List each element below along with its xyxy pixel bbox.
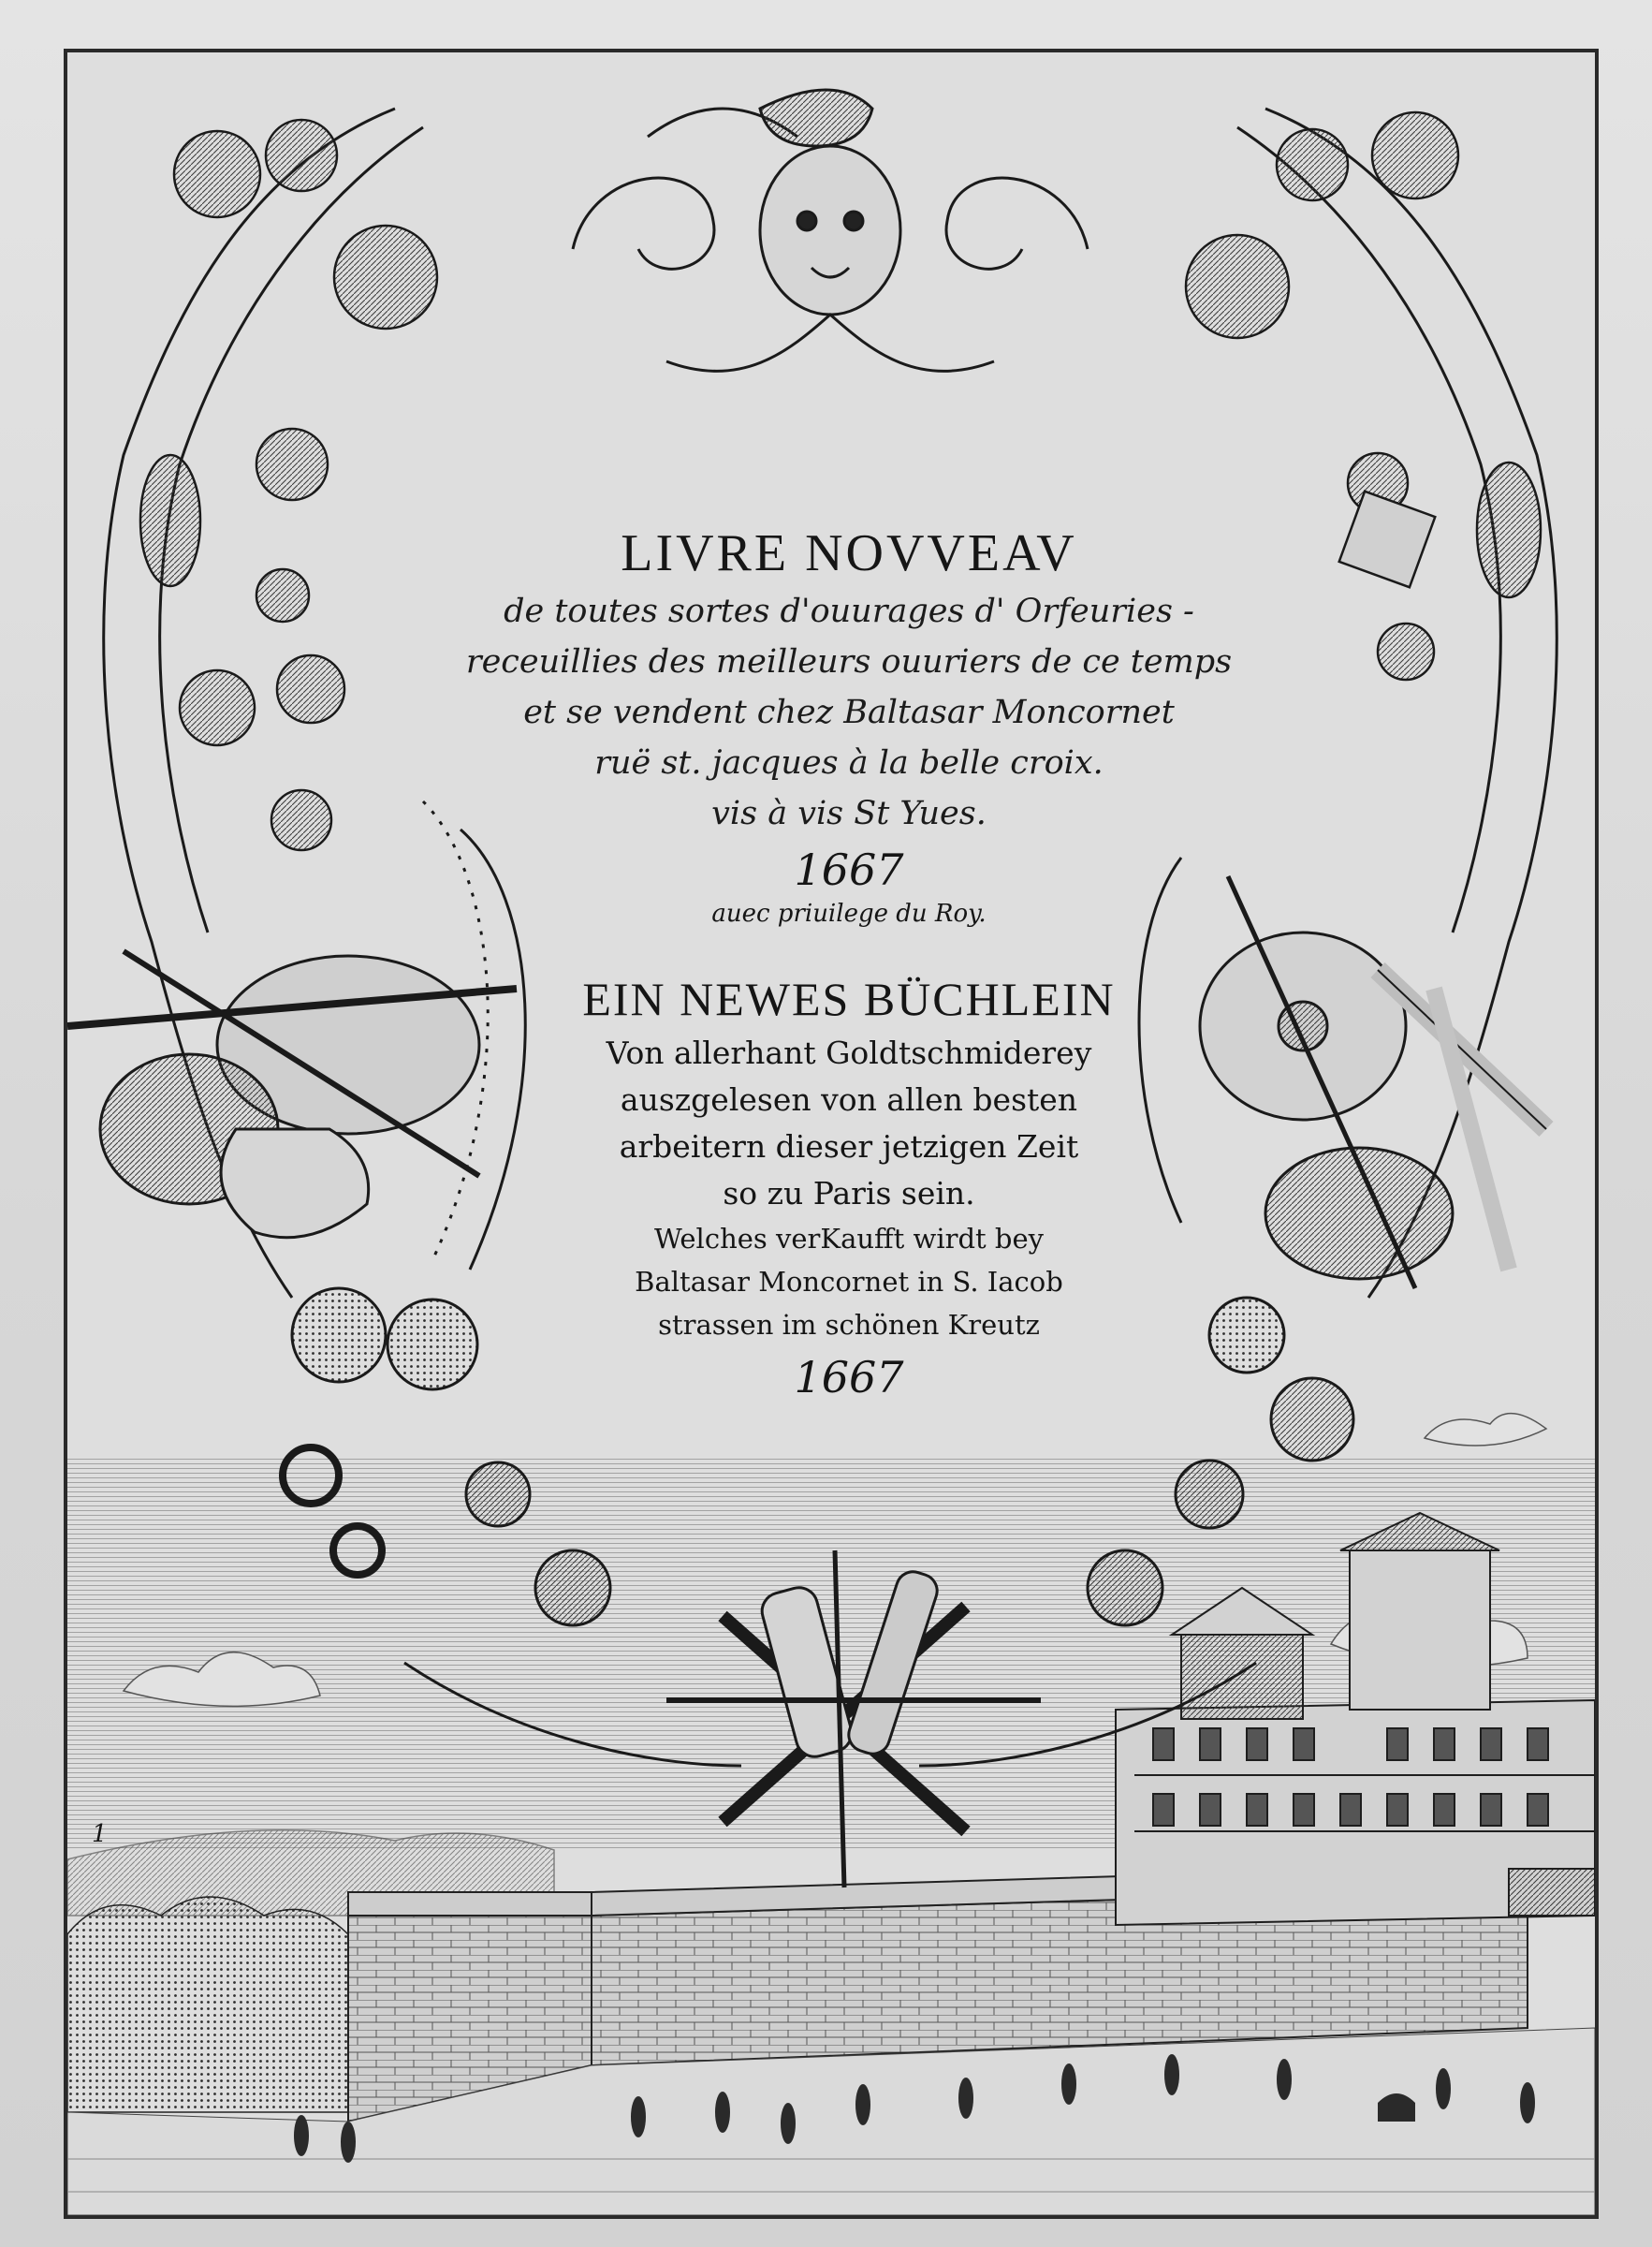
top-crest [573, 90, 1088, 371]
trees-left [67, 1897, 348, 2112]
french-line-4: ruë st. jacques à la belle croix. [594, 744, 1104, 782]
german-seller-line-1: Welches verKaufft wirdt bey [653, 1223, 1045, 1255]
german-line-3: arbeitern dieser jetzigen Zeit [619, 1128, 1079, 1165]
german-year: 1667 [794, 1352, 904, 1403]
german-line-2: auszgelesen von allen besten [620, 1081, 1078, 1118]
left-flowers [140, 120, 437, 850]
german-line-1: Von allerhant Goldtschmiderey [606, 1035, 1092, 1071]
french-line-3: et se vendent chez Baltasar Moncornet [523, 694, 1175, 731]
german-title: EIN NEWES BÜCHLEIN [582, 973, 1116, 1025]
french-line-5: vis à vis St Yues. [711, 795, 987, 832]
title-cartouche [442, 521, 1256, 1404]
german-seller-line-3: strassen im schönen Kreutz [658, 1309, 1040, 1341]
french-year: 1667 [794, 844, 904, 895]
french-line-2: receuillies des meilleurs ouuriers de ce temps [465, 643, 1233, 681]
french-title: LIVRE NOVVEAV [621, 524, 1077, 582]
french-line-1: de toutes sortes d'ouurages d' Orfeuries - [504, 593, 1194, 630]
german-line-4: so zu Paris sein. [723, 1175, 975, 1212]
plate-number: 1 [92, 1820, 108, 1848]
german-seller-line-2: Baltasar Moncornet in S. Iacob [635, 1266, 1063, 1298]
royal-privilege: auec priuilege du Roy. [711, 900, 987, 928]
engraving-plate [64, 49, 1599, 2219]
